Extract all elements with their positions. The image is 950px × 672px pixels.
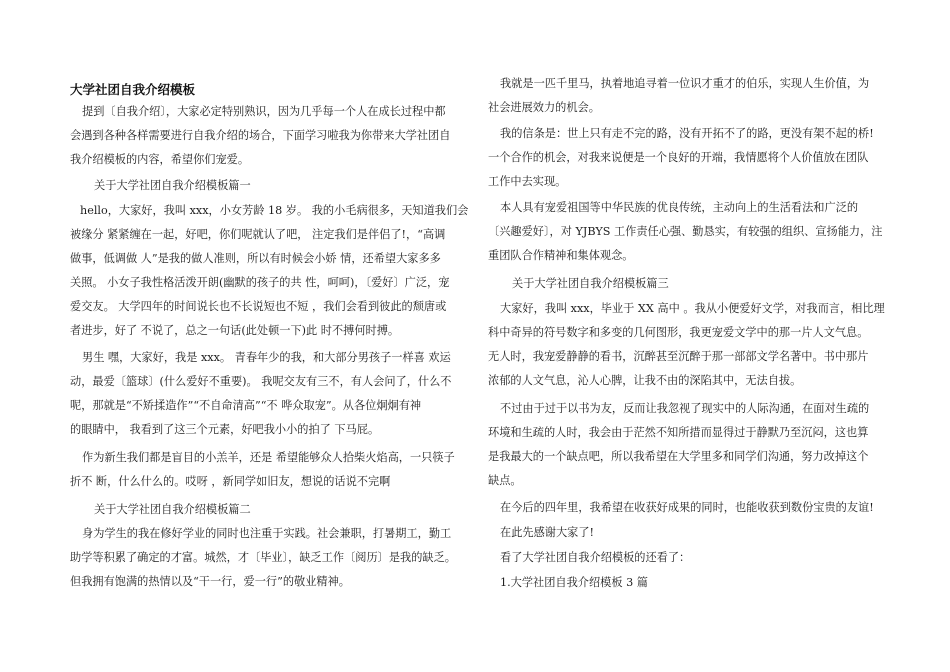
text-line: 身为学生的我在修好学业的同时也注重于实践。社会兼职，打暑期工，勤工: [82, 527, 452, 540]
paragraph-7: [488, 196, 883, 268]
text-line: 大家好，我叫 xxx，毕业于 XX 高中 。我从小便爱好文学，对我而言，相比理: [500, 302, 885, 315]
text-line: 科中奇异的符号数字和多变的几何图形，我更宠爱文学中的那一片人文气息。: [488, 326, 869, 339]
text-line: 折不 断，什么什么的。哎呀 ，新同学如旧友，想说的话说不完啊: [70, 475, 391, 488]
text-line: 做事，低调做 人”是我的做人准则，所以有时候会小娇 情，还希望大家多多: [70, 252, 441, 265]
text-line: 的眼睛中， 我看到了这三个元素，好吧我小小的拍了 下马屁。: [70, 423, 380, 436]
paragraph-10: [500, 496, 874, 520]
related-article-item: [500, 571, 648, 595]
text-line: 男生 嘿，大家好，我是 xxx。 青春年少的我，和大部分男孩子一样喜 欢运: [82, 351, 451, 364]
text-line: 动，最爱〔篮球〕(什么爱好不重要)。 我呢交友有三不，有人会问了，什么不: [70, 375, 452, 388]
paragraph-4: [70, 522, 456, 594]
text-line: 爱交友。 大学四年的时间说长也不长说短也不短 ，我们会看到彼此的颓唐或: [70, 300, 447, 313]
text-line: 〔兴趣爱好〕，对 YJBYS 工作责任心强、勤恳实，有较强的组织、宣扬能力，注: [488, 225, 883, 238]
text-line: 我的信条是：世上只有走不完的路，没有开拓不了的路，更没有架不起的桥!: [500, 127, 874, 140]
paragraph-3: [70, 446, 455, 494]
paragraph-9: [488, 397, 870, 493]
text-line: 一个合作的机会，对我来说便是一个良好的开端，我情愿将个人价值放在团队: [488, 151, 869, 164]
intro-paragraph: [70, 100, 451, 172]
text-line: 会遇到各种各样需要进行自我介绍的场合，下面学习啦我为你带来大学社团自: [70, 129, 451, 142]
text-line: 呢，那就是“不矫揉造作”“不自命清高”“不 哗众取宠”。从各位炯炯有神: [70, 399, 422, 412]
text-line: 1.大学社团自我介绍模板 3 篇: [500, 576, 648, 589]
text-line: 助学等积累了确定的才富。城然，才〔毕业〕，缺乏工作〔阅历〕是我的缺乏。: [70, 551, 456, 564]
paragraph-11: [500, 521, 594, 545]
text-line: 工作中去实现。: [488, 175, 567, 188]
paragraph-1: [70, 199, 469, 343]
text-line: 缺点。: [488, 474, 522, 487]
text-line: 本人具有宠爱祖国等中华民族的优良传统，主动向上的生活看法和广泛的: [500, 201, 859, 214]
text-line: 是我最大的一个缺点吧，所以我希望在大学里多和同学们沟通，努力改掉这个: [488, 450, 869, 463]
text-line: 作为新生我们都是盲目的小羔羊，还是 希望能够众人拾柴火焰高，一只筷子: [82, 451, 455, 464]
text-line: 关照。 小女子我性格活泼开朗(幽默的孩子的共 性，呵呵)，〔爱好〕广泛，宠: [70, 276, 450, 289]
text-line: 被缘分 紧紧缠在一起，好吧，你们呢就认了吧， 注定我们是伴侣了!，“高调: [70, 228, 446, 241]
text-line: 看了大学社团自我介绍模板的还看了：: [500, 551, 691, 564]
text-line: 在今后的四年里，我希望在收获好成果的同时，也能收获到数份宝贵的友谊!: [500, 501, 874, 514]
text-line: 重团队合作精神和集体观念。: [488, 249, 634, 262]
text-line: 我介绍模板的内容，希望你们宠爱。: [70, 153, 250, 166]
text-line: 环境和生疏的人时，我会由于茫然不知所措而显得过于静默乃至沉闷，这也算: [488, 426, 869, 439]
paragraph-6: [488, 122, 874, 194]
text-line: 浓郁的人文气息，沁人心脾，让我不由的深陷其中，无法自拔。: [488, 374, 802, 387]
text-line: 但我拥有饱满的热情以及“干一行，爱一行”的敬业精神。: [70, 575, 350, 588]
text-line: 社会进展效力的机会。: [488, 101, 600, 114]
related-articles-label: [500, 546, 690, 570]
text-line: 我就是一匹千里马，执着地追寻着一位识才重才的伯乐，实现人生价值，为: [500, 77, 870, 90]
text-line: 在此先感谢大家了!: [500, 526, 594, 539]
text-line: 者进步，好了 不说了，总之一句话(此处顿一下)此 时不搏何时搏。: [70, 324, 400, 337]
text-line: 无人时，我宠爱静静的看书，沉醉甚至沉醉于那一部部文学名著中。书中那片: [488, 350, 869, 363]
text-line: 提到〔自我介绍〕，大家必定特别熟识，因为几乎每一个人在成长过程中都: [82, 105, 446, 118]
section-heading-2: 关于大学社团自我介绍模板篇二: [94, 503, 251, 516]
section-heading-3: 关于大学社团自我介绍模板篇三: [512, 277, 669, 290]
section-heading-1: 关于大学社团自我介绍模板篇一: [94, 179, 251, 192]
text-line: 不过由于过于以书为友，反而让我忽视了现实中的人际沟通，在面对生疏的: [500, 402, 870, 415]
paragraph-5: [488, 72, 870, 120]
text-line: hello，大家好，我叫 xxx，小女芳龄 18 岁。 我的小毛病很多，天知道我们会: [80, 204, 469, 217]
paragraph-8: [488, 297, 885, 393]
document-title: 大学社团自我介绍模板: [70, 82, 196, 97]
paragraph-2: [70, 346, 452, 442]
